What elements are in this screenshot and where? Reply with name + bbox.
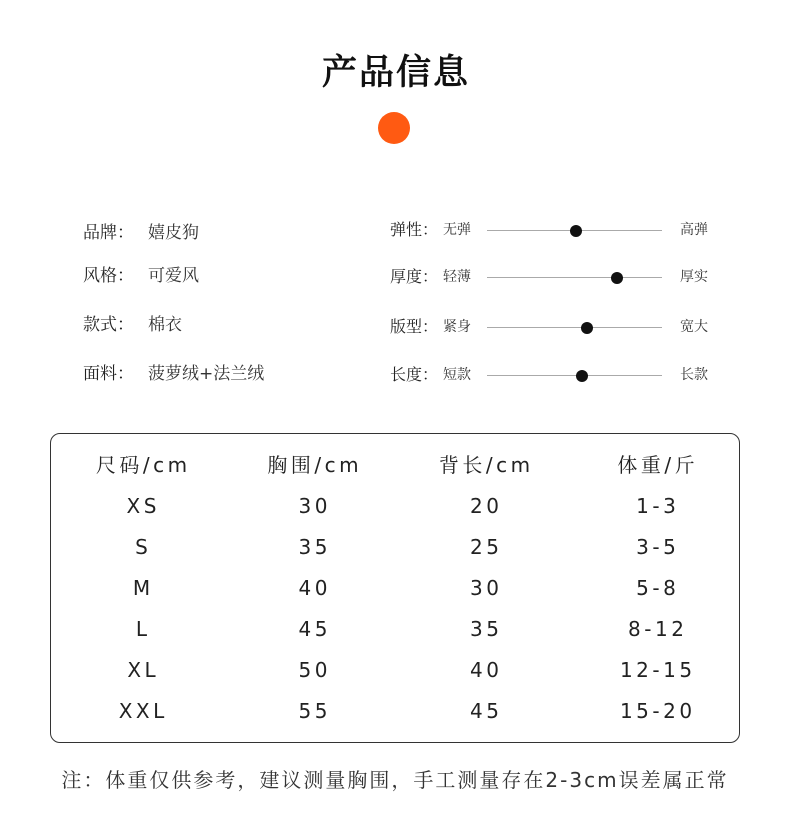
scale-min-label: 短款 <box>443 367 471 383</box>
cell-chest: 45 <box>298 617 331 641</box>
cell-chest: 40 <box>298 576 331 600</box>
attr-row-thickness <box>390 264 720 290</box>
attr-row-fit <box>390 314 720 340</box>
cell-chest: 30 <box>298 494 331 518</box>
info-label-style: 风格： <box>83 266 134 286</box>
table-header-row <box>56 445 739 486</box>
scale-track <box>487 327 662 328</box>
table-row <box>56 568 739 609</box>
cell-back-length: 25 <box>470 535 503 559</box>
cell-weight: 8-12 <box>628 617 688 641</box>
scale-max-label: 宽大 <box>680 319 708 335</box>
scale-max-label: 长款 <box>680 367 708 383</box>
header-size: 尺码/cm <box>95 453 191 477</box>
header-chest: 胸围/cm <box>267 453 363 477</box>
page-title: 产品信息 <box>321 53 470 93</box>
info-row-brand <box>83 220 343 246</box>
cell-weight: 1-3 <box>636 494 680 518</box>
attr-label-elasticity: 弹性： <box>390 220 439 239</box>
scale-indicator-dot <box>576 370 588 382</box>
attr-label-length: 长度： <box>390 365 439 384</box>
info-label-fabric: 面料： <box>83 364 134 384</box>
scale-track <box>487 375 662 376</box>
accent-dot <box>378 112 410 144</box>
footnote: 注：体重仅供参考，建议测量胸围，手工测量存在2-3cm误差属正常 <box>61 768 729 792</box>
cell-back-length: 20 <box>470 494 503 518</box>
info-value-fabric: 菠萝绒+法兰绒 <box>148 364 265 384</box>
table-row <box>56 486 739 527</box>
cell-size: XXL <box>118 699 168 723</box>
scale-indicator-dot <box>611 272 623 284</box>
cell-back-length: 30 <box>470 576 503 600</box>
scale-min-label: 紧身 <box>443 319 471 335</box>
info-value-type: 棉衣 <box>148 315 182 335</box>
attr-label-fit: 版型： <box>390 317 439 336</box>
table-row <box>56 691 739 732</box>
cell-size: XS <box>126 494 160 518</box>
size-table <box>50 433 740 743</box>
cell-chest: 55 <box>298 699 331 723</box>
cell-weight: 5-8 <box>636 576 680 600</box>
cell-size: L <box>135 617 151 641</box>
cell-chest: 35 <box>298 535 331 559</box>
scale-max-label: 厚实 <box>680 269 708 285</box>
scale-min-label: 无弹 <box>443 222 471 238</box>
scale-indicator-dot <box>570 225 582 237</box>
header-weight: 体重/斤 <box>617 453 699 477</box>
cell-weight: 12-15 <box>619 658 696 682</box>
table-row <box>56 527 739 568</box>
table-row <box>56 609 739 650</box>
attr-row-length <box>390 362 720 388</box>
cell-back-length: 35 <box>470 617 503 641</box>
info-row-type <box>83 312 343 338</box>
cell-weight: 3-5 <box>636 535 680 559</box>
scale-indicator-dot <box>581 322 593 334</box>
cell-size: M <box>132 576 154 600</box>
attr-row-elasticity <box>390 217 720 243</box>
cell-back-length: 45 <box>470 699 503 723</box>
attr-label-thickness: 厚度： <box>390 267 439 286</box>
scale-min-label: 轻薄 <box>443 269 471 285</box>
cell-size: XL <box>127 658 160 682</box>
scale-track <box>487 230 662 231</box>
info-row-fabric <box>83 361 343 387</box>
scale-max-label: 高弹 <box>680 222 708 238</box>
scale-track <box>487 277 662 278</box>
info-value-style: 可爱风 <box>148 266 199 286</box>
cell-weight: 15-20 <box>619 699 696 723</box>
table-row <box>56 650 739 691</box>
info-row-style <box>83 263 343 289</box>
cell-chest: 50 <box>298 658 331 682</box>
header-back-length: 背长/cm <box>438 453 534 477</box>
info-label-type: 款式： <box>83 315 134 335</box>
cell-size: S <box>135 535 152 559</box>
info-value-brand: 嬉皮狗 <box>148 223 199 243</box>
info-label-brand: 品牌： <box>83 223 134 243</box>
cell-back-length: 40 <box>470 658 503 682</box>
